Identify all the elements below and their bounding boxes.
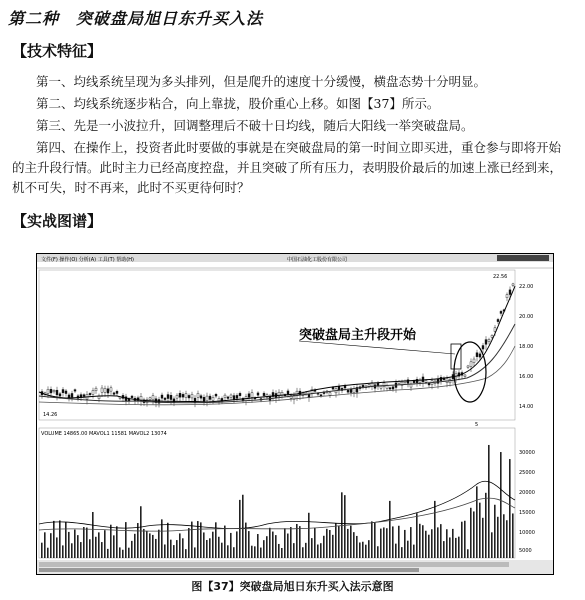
volume-bar (56, 537, 58, 558)
candle-body (179, 393, 181, 397)
candle-body (347, 390, 349, 392)
candle-body (89, 393, 91, 394)
candle-body (200, 396, 202, 399)
volume-bar (323, 536, 325, 558)
price-axis (519, 284, 533, 410)
paragraph-3: 第三、先是一小波拉升，回调整理后不破十日均线，随后大阳线一举突破盘局。 (36, 118, 474, 133)
volume-bar (356, 536, 358, 558)
svg-text:10000: 10000 (519, 530, 535, 536)
volume-bar (134, 534, 136, 558)
candle-body (110, 388, 112, 391)
candle-body (161, 395, 163, 398)
volume-bar (68, 532, 70, 558)
volume-bar (332, 535, 334, 558)
candle-body (350, 389, 352, 392)
volume-bar (260, 548, 262, 558)
svg-text:20.00: 20.00 (519, 314, 534, 320)
volume-bar (302, 547, 304, 558)
candle-body (56, 390, 58, 395)
section-heading-chart: 【实战图谱】 (12, 212, 103, 230)
low-price-label: 14.26 (43, 412, 58, 418)
candle-body (50, 389, 52, 393)
candle-body (101, 388, 103, 392)
volume-bar (494, 505, 496, 558)
volume-bar (500, 452, 502, 558)
candle-body (353, 389, 355, 393)
candle-body (251, 393, 253, 398)
volume-bar (407, 541, 409, 558)
svg-text:18.00: 18.00 (519, 344, 534, 350)
volume-label: VOLUME 14865.00 MAVOL1 11581 MAVOL2 13074 (41, 431, 167, 437)
volume-bar (173, 545, 175, 558)
volume-bar (254, 546, 256, 558)
volume-bar (488, 445, 490, 558)
paragraph-4: 第四、在操作上，投资者此时要做的事就是在突破盘局的第一时间立即买进，重仓参与即将开始的主升段行情。此时主力已经高度控盘，并且突破了所有压力，表明股价最后的加速上涨已经到来，机不可失，时不再来，此时不买更待何时？ (12, 140, 563, 195)
volume-bar (404, 530, 406, 558)
volume-bar (281, 548, 283, 558)
volume-bar (335, 523, 337, 558)
candle-body (227, 397, 229, 399)
volume-bar (257, 534, 259, 558)
volume-bar (41, 543, 43, 558)
candle-body (263, 393, 265, 396)
volume-bar (476, 486, 478, 558)
volume-bar (236, 531, 238, 558)
volume-bar (503, 514, 505, 558)
volume-bar (377, 546, 379, 558)
volume-bars (41, 445, 514, 558)
volume-bar (272, 532, 274, 558)
volume-bar (155, 539, 157, 558)
candle-body (467, 366, 469, 367)
volume-bar (131, 541, 133, 558)
volume-bar (149, 533, 151, 558)
candle-body (305, 392, 307, 394)
volume-bar (170, 540, 172, 558)
volume-bar (365, 545, 367, 558)
volume-bar (395, 544, 397, 558)
candle-body (257, 393, 259, 395)
volume-bar (209, 538, 211, 558)
volume-bar (284, 528, 286, 558)
volume-bar (188, 528, 190, 558)
volume-bar (200, 522, 202, 558)
candle-body (407, 380, 409, 384)
candle-body (131, 396, 133, 398)
volume-bar (401, 547, 403, 558)
volume-bar (497, 517, 499, 558)
volume-bar (509, 459, 511, 558)
candle-body (71, 393, 73, 397)
volume-bar (317, 545, 319, 558)
volume-bar (176, 540, 178, 558)
volume-bar (152, 535, 154, 558)
volume-bar (86, 528, 88, 558)
volume-bar (146, 531, 148, 558)
volume-bar (182, 538, 184, 558)
candle-body (482, 345, 484, 349)
volume-bar (143, 529, 145, 558)
candle-body (224, 395, 226, 398)
candle-body (152, 396, 154, 400)
svg-text:25000: 25000 (519, 470, 535, 476)
volume-bar (140, 506, 142, 558)
svg-text:15000: 15000 (519, 510, 535, 516)
candle-body (476, 353, 478, 357)
candle-body (182, 394, 184, 397)
volume-bar (359, 542, 361, 558)
volume-bar (83, 527, 85, 558)
svg-text:20000: 20000 (519, 490, 535, 496)
candle-body (428, 383, 430, 385)
volume-bar (230, 533, 232, 558)
volume-bar (65, 522, 67, 558)
volume-bar (305, 543, 307, 558)
chart-svg (37, 254, 553, 574)
volume-bar (74, 530, 76, 558)
candle-body (185, 394, 187, 398)
volume-bar (185, 549, 187, 558)
volume-bar (251, 546, 253, 558)
candle-body (53, 390, 55, 392)
volume-bar (119, 547, 121, 558)
candle-body (512, 284, 514, 285)
candle-body (83, 395, 85, 397)
volume-bar (452, 529, 454, 558)
volume-bar (164, 544, 166, 558)
volume-bar (128, 548, 130, 558)
volume-bar (455, 538, 457, 558)
paragraph-1: 第一、均线系统呈现为多头排列，但是爬升的速度十分缓慢，横盘态势十分明显。 (36, 74, 487, 89)
volume-bar (428, 535, 430, 558)
volume-bar (479, 503, 481, 558)
volume-bar (314, 528, 316, 558)
volume-bar (419, 524, 421, 558)
candle-body (311, 389, 313, 393)
volume-bar (161, 519, 163, 558)
volume-bar (269, 528, 271, 558)
volume-bar (512, 513, 514, 558)
figure-caption: 图【37】突破盘局旭日东升买入法示意图 (191, 580, 394, 593)
ma-line-1 (39, 286, 515, 402)
volume-bar (299, 526, 301, 558)
candle-body (248, 394, 250, 398)
candle-body (470, 362, 472, 367)
volume-bar (53, 521, 55, 558)
candle-body (95, 388, 97, 391)
volume-bar (194, 547, 196, 558)
volume-bar (122, 550, 124, 558)
candle-body (389, 388, 391, 389)
volume-bar (485, 493, 487, 558)
candle-body (413, 381, 415, 383)
volume-bar (308, 513, 310, 558)
candle-body (92, 390, 94, 394)
candle-body (170, 395, 172, 399)
candle-body (212, 397, 214, 400)
volume-bar (347, 529, 349, 558)
volume-bar (398, 526, 400, 558)
candle-body (206, 396, 208, 401)
candle-body (197, 393, 199, 397)
volume-bar (296, 524, 298, 558)
candle-body (104, 388, 106, 392)
candle-body (491, 335, 493, 337)
paragraph-2: 第二、均线系统逐步粘合，向上靠拢，股价重心上移。如图【37】所示。 (36, 96, 440, 111)
candle-body (188, 395, 190, 398)
candle-body (287, 391, 289, 394)
volume-bar (224, 526, 226, 558)
volume-bar (380, 529, 382, 558)
candle-body (437, 379, 439, 384)
volume-bar (371, 521, 373, 558)
volume-bar (326, 529, 328, 558)
volume-bar (212, 532, 214, 558)
volume-bar (362, 542, 364, 558)
volume-bar (242, 495, 244, 558)
volume-bar (491, 532, 493, 558)
volume-bar (98, 532, 100, 558)
volume-bar (263, 540, 265, 558)
volume-bar (311, 538, 313, 558)
volume-bar (413, 545, 415, 558)
volume-bar (383, 527, 385, 558)
candle-body (191, 394, 193, 398)
volume-bar (179, 533, 181, 558)
volume-bar (206, 540, 208, 558)
volume-bar (470, 508, 472, 558)
volume-bar (71, 543, 73, 558)
volume-bar (368, 540, 370, 558)
volume-bar (329, 530, 331, 558)
svg-text:5000: 5000 (519, 548, 532, 554)
chart-menu-text: 文件(F) 操作(O) 分析(A) 工具(T) 帮助(H) (41, 257, 134, 263)
volume-bar (59, 520, 61, 558)
volume-bar (62, 545, 64, 558)
volume-ma-1 (39, 481, 515, 528)
volume-bar (107, 549, 109, 558)
page-title: 第二种 突破盘局旭日东升买入法 (8, 9, 264, 28)
volume-bar (338, 526, 340, 558)
volume-bar (293, 543, 295, 558)
chart-info-strip (39, 568, 419, 572)
volume-bar (89, 539, 91, 558)
candle-body (464, 375, 466, 377)
candle-body (167, 395, 169, 399)
volume-bar (221, 543, 223, 558)
candle-body (107, 389, 109, 393)
chart-center-label: 中国石油化工股份有限公司 (287, 257, 348, 263)
volume-bar (464, 521, 466, 558)
candle-body (473, 359, 475, 363)
top-price-label: 22.56 (493, 274, 508, 280)
volume-bar (104, 530, 106, 558)
candle-body (425, 380, 427, 382)
volume-bar (422, 525, 424, 558)
volume-bar (290, 527, 292, 558)
candle-body (362, 385, 364, 387)
volume-bar (461, 522, 463, 558)
volume-bar (77, 535, 79, 558)
candle-body (59, 394, 61, 396)
volume-bar (425, 531, 427, 558)
volume-bar (125, 522, 127, 558)
candle-body (209, 396, 211, 399)
candle-body (116, 391, 118, 393)
volume-bar (95, 537, 97, 558)
candle-body (164, 398, 166, 400)
volume-bar (287, 534, 289, 558)
candle-body (74, 390, 76, 392)
volume-bar (227, 545, 229, 558)
candle-body (506, 295, 508, 298)
candle-body (332, 387, 334, 389)
candle-body (113, 393, 115, 395)
candle-body (230, 395, 232, 397)
volume-bar (203, 532, 205, 558)
candle-body (215, 394, 217, 396)
candle-body (239, 393, 241, 395)
volume-bar (47, 548, 49, 558)
volume-bar (266, 536, 268, 558)
mid-marker: 5 (475, 422, 479, 428)
volume-bar (473, 511, 475, 558)
volume-bar (446, 529, 448, 558)
volume-bar (80, 542, 82, 558)
candle-body (320, 395, 322, 396)
candle-body (149, 398, 151, 400)
volume-bar (458, 537, 460, 558)
volume-bar (506, 520, 508, 558)
volume-bar (440, 524, 442, 558)
annotation-text: 突破盘局主升段开始 (299, 328, 417, 343)
svg-text:30000: 30000 (519, 450, 535, 456)
svg-text:16.00: 16.00 (519, 374, 534, 380)
volume-bar (137, 523, 139, 558)
volume-axis (519, 450, 535, 554)
volume-bar (434, 501, 436, 558)
candle-body (47, 389, 49, 393)
volume-bar (44, 532, 46, 558)
candle-body (65, 391, 67, 394)
candle-body (380, 386, 382, 388)
volume-bar (443, 541, 445, 558)
candle-body (329, 393, 331, 395)
volume-bar (191, 522, 193, 558)
stock-chart-screenshot (36, 253, 554, 575)
volume-bar (113, 535, 115, 558)
candle-body (488, 339, 490, 341)
volume-bar (389, 501, 391, 558)
volume-bar (158, 530, 160, 558)
volume-bar (116, 526, 118, 558)
volume-bar (374, 523, 376, 558)
candle-body (125, 397, 127, 401)
volume-bar (275, 535, 277, 558)
volume-bar (278, 544, 280, 558)
candle-body (497, 319, 499, 321)
candle-body (500, 311, 502, 313)
volume-bar (482, 518, 484, 558)
volume-bar (248, 531, 250, 558)
svg-text:14.00: 14.00 (519, 404, 534, 410)
volume-bar (410, 527, 412, 558)
candle-body (479, 354, 481, 357)
volume-bar (320, 543, 322, 558)
section-heading-features: 【技术特征】 (12, 42, 103, 60)
volume-bar (449, 537, 451, 558)
volume-bar (50, 533, 52, 558)
candle-body (176, 395, 178, 398)
candle-body (236, 395, 238, 398)
volume-bar (350, 526, 352, 558)
volume-bar (92, 512, 94, 558)
candle-body (368, 385, 370, 387)
volume-bar (437, 527, 439, 558)
volume-bar (431, 529, 433, 558)
candle-body (233, 396, 235, 400)
candle-body (485, 340, 487, 345)
svg-text:22.00: 22.00 (519, 284, 534, 290)
chart-window-buttons (497, 255, 549, 261)
volume-bar (416, 513, 418, 558)
candle-body (338, 386, 340, 390)
candle-body (392, 387, 394, 389)
candle-body (62, 389, 64, 392)
volume-bar (218, 537, 220, 558)
candle-body (509, 290, 511, 295)
candlesticks (41, 283, 514, 408)
volume-bar (467, 549, 469, 558)
volume-bar (233, 547, 235, 558)
volume-bar (344, 495, 346, 558)
volume-bar (167, 523, 169, 558)
volume-bar (353, 532, 355, 558)
candle-body (203, 397, 205, 401)
volume-bar (386, 528, 388, 558)
volume-bar (392, 526, 394, 558)
chart-date-strip (39, 562, 509, 567)
volume-bar (101, 542, 103, 558)
